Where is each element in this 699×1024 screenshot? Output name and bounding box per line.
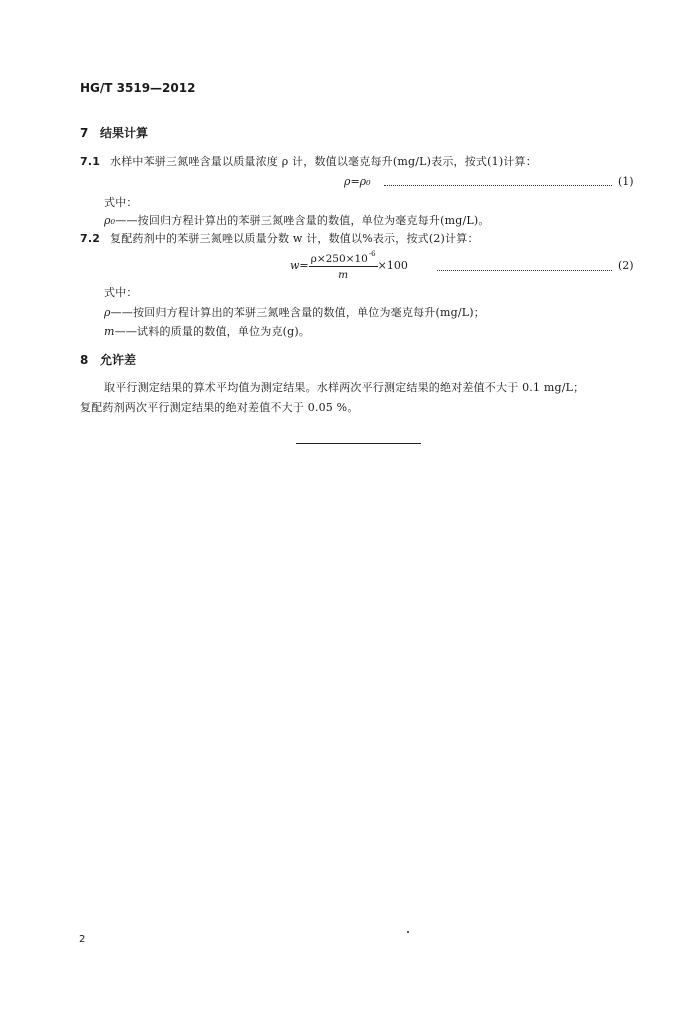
formula-2: [290, 250, 408, 281]
equation-number-2: (2): [618, 259, 634, 272]
clause-7-2-text: [80, 230, 479, 246]
definition-m: [104, 323, 310, 339]
section-7-heading: [80, 124, 148, 141]
formula-fraction: [309, 250, 378, 281]
section-number: 7: [80, 126, 89, 140]
def-desc: ——试料的质量的数值，单位为克(g)。: [114, 325, 311, 338]
clause-7-1-text: [80, 153, 537, 169]
dot-leader: [437, 270, 612, 271]
clause-text: 水样中苯骈三氮唑含量以质量浓度 ρ 计，数值以毫克每升(mg/L)表示，按式(1)计算：: [110, 155, 537, 168]
formula-lhs: ρ: [344, 175, 351, 188]
where-label: 式中：: [104, 196, 138, 209]
clause-number: 7.2: [80, 232, 101, 245]
dot-leader: [384, 185, 612, 186]
def-desc: ——按回归方程计算出的苯骈三氮唑含量的数值，单位为毫克每升(mg/L)。: [115, 214, 490, 227]
def-symbol: m: [104, 325, 115, 338]
scan-speck: [407, 931, 409, 933]
paragraph-line-1: 取平行测定结果的算术平均值为测定结果。水样两次平行测定结果的绝对差值不大于 0.1 mg/L；: [104, 381, 585, 394]
section-number: 8: [80, 353, 89, 367]
formula-1: [344, 175, 371, 188]
def-desc: ——按回归方程计算出的苯骈三氮唑含量的数值，单位为毫克每升(mg/L)；: [110, 306, 485, 319]
section-8-heading: [80, 351, 136, 368]
def-symbol: ρ₀: [104, 214, 116, 227]
where-label: 式中：: [104, 286, 138, 299]
formula-rhs: =ρ₀: [350, 175, 371, 188]
fraction-denominator: m: [338, 269, 349, 281]
clause-number: 7.1: [80, 155, 101, 168]
def-symbol: ρ: [104, 306, 111, 319]
end-rule: [296, 443, 421, 444]
clause-text: 复配药剂中的苯骈三氮唑以质量分数 w 计，数值以%表示，按式(2)计算：: [110, 232, 479, 245]
page-number: 2: [79, 934, 86, 945]
section-title: 允许差: [100, 353, 137, 367]
equation-number-1: (1): [618, 175, 634, 188]
formula-lhs: w=: [290, 259, 309, 272]
fraction-numerator: $\rho\times 250\times 10^{-6}$: [310, 250, 376, 265]
standard-code: HG/T 3519—2012: [80, 81, 196, 95]
exponent: -6: [368, 250, 376, 258]
paragraph-line-2: 复配药剂两次平行测定结果的绝对差值不大于 0.05 %。: [80, 401, 359, 414]
formula-tail: ×100: [377, 259, 408, 272]
definition-rho0: [104, 212, 490, 228]
section-title: 结果计算: [100, 126, 149, 140]
definition-rho: [104, 304, 485, 320]
